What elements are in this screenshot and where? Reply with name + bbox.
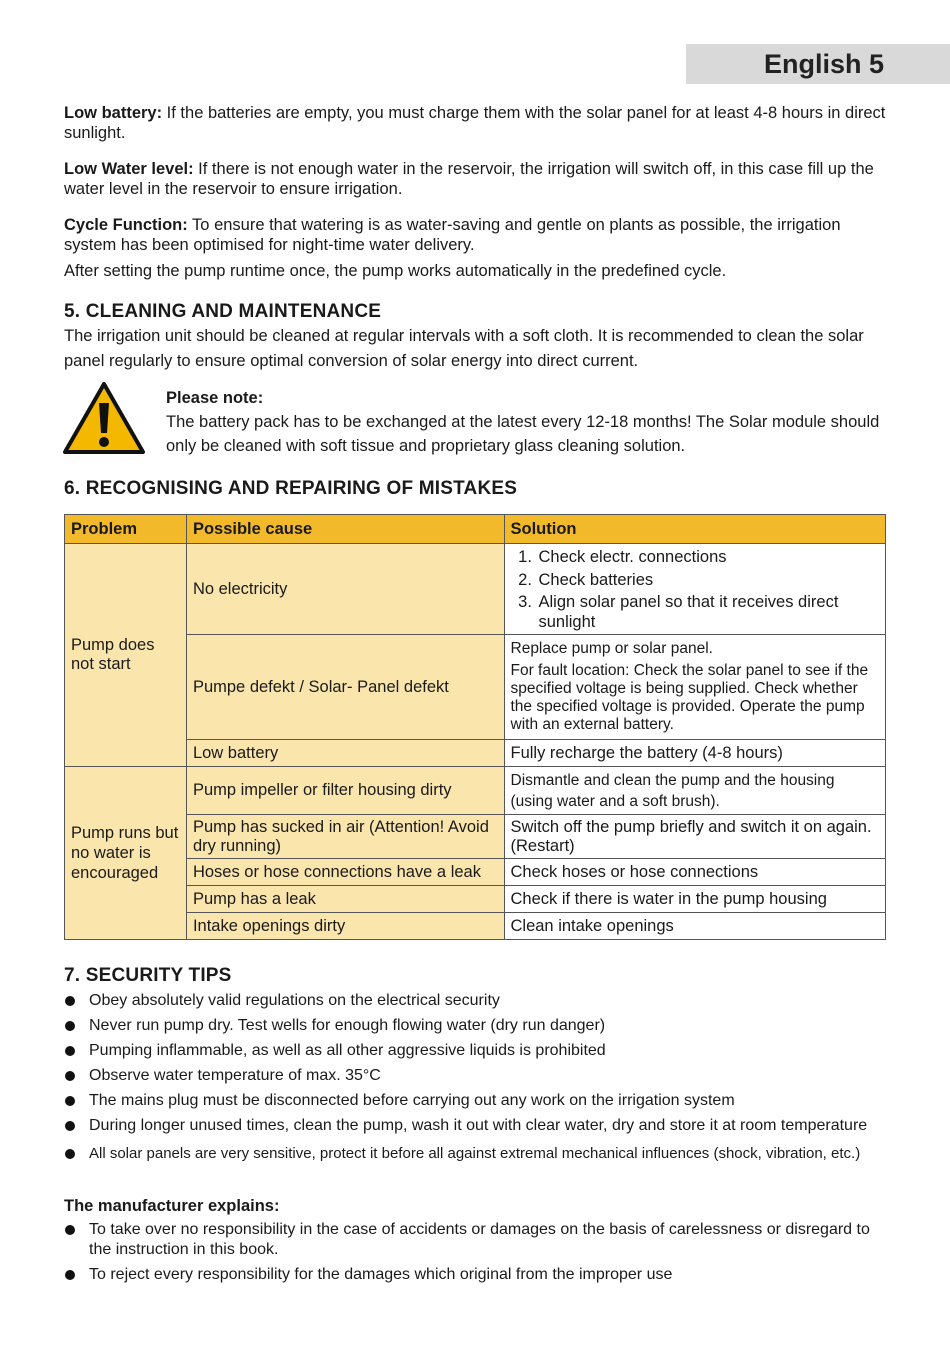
list-item — [64, 1016, 888, 1036]
table-row — [65, 635, 886, 740]
bullet-icon — [65, 1021, 75, 1031]
bullet-icon — [65, 1270, 75, 1280]
solution-cell: Switch off the pump briefly and switch it on again. (Restart) — [504, 815, 886, 859]
low-battery-text: If the batteries are empty, you must charge them with the solar panel for at least 4-8 hours in direct sunlight. — [64, 104, 886, 142]
list-item-text: Obey absolutely valid regulations on the electrical security — [89, 992, 500, 1009]
table-row — [65, 544, 886, 635]
table-header-row — [65, 515, 886, 544]
list-item: 3. Align solar panel so that it receives direct sunlight — [537, 592, 880, 632]
problem-cell: Pump runs but no water is encouraged — [65, 767, 187, 940]
list-item-text: To reject every responsibility for the damages which original from the improper use — [89, 1266, 673, 1283]
list-item-text: During longer unused times, clean the pump, wash it out with clear water, dry and store it at room temperature — [89, 1117, 868, 1134]
list-item-text: Observe water temperature of max. 35°C — [89, 1067, 381, 1084]
header-cause: Possible cause — [186, 515, 504, 544]
cause-cell: Pump has sucked in air (Attention! Avoid dry running) — [186, 815, 504, 859]
cycle-function-label: Cycle Function: — [64, 216, 188, 234]
low-battery-paragraph — [64, 103, 888, 143]
list-item — [64, 1091, 888, 1111]
cleaning-section — [64, 300, 888, 374]
warning-icon — [62, 381, 146, 455]
solution-text: Dismantle and clean the pump and the housing (using water and a soft brush). — [510, 771, 835, 810]
cause-cell: Pumpe defekt / Solar- Panel defekt — [186, 635, 504, 740]
manufacturer-section — [64, 1196, 888, 1290]
bullet-icon — [65, 996, 75, 1006]
solution-cell: Fully recharge the battery (4-8 hours) — [504, 740, 886, 767]
cause-cell: No electricity — [186, 544, 504, 635]
low-water-paragraph — [64, 159, 888, 199]
page-header-tab — [686, 44, 950, 84]
manufacturer-list — [64, 1220, 888, 1285]
cycle-function-paragraph — [64, 215, 888, 255]
security-list — [64, 991, 888, 1164]
note-title: Please note: — [166, 389, 264, 407]
troubleshooting-table — [64, 514, 886, 940]
low-water-text: If there is not enough water in the reservoir, the irrigation will switch off, in this case fill up the water level in the reservoir to ensure irrigation. — [64, 160, 874, 198]
low-water-label: Low Water level: — [64, 160, 194, 178]
list-item — [64, 1041, 888, 1061]
list-item-text: All solar panels are very sensitive, protect it before all against extremal mechanical influences (shock, vibration, etc.) — [89, 1145, 861, 1162]
table-row — [65, 740, 886, 767]
header-solution: Solution — [504, 515, 886, 544]
intro-section — [64, 103, 888, 281]
list-item-text: Never run pump dry. Test wells for enough flowing water (dry run danger) — [89, 1017, 606, 1034]
cause-cell: Low battery — [186, 740, 504, 767]
cause-cell: Pump has a leak — [186, 886, 504, 913]
cycle-function-text: To ensure that watering is as water-saving and gentle on plants as possible, the irrigation system has been optimised for night-time water delivery. — [64, 216, 841, 254]
low-battery-label: Low battery: — [64, 104, 163, 122]
table-row — [65, 859, 886, 886]
cleaning-title: 5. CLEANING AND MAINTENANCE — [64, 301, 382, 322]
table-row — [65, 913, 886, 940]
list-item: 1. Check electr. connections — [537, 546, 880, 569]
solution-cell: Check if there is water in the pump housing — [504, 886, 886, 913]
table-row — [65, 767, 886, 815]
list-item — [64, 1066, 888, 1086]
cause-cell: Hoses or hose connections have a leak — [186, 859, 504, 886]
solution-cell: Check hoses or hose connections — [504, 859, 886, 886]
warning-note — [166, 386, 888, 458]
list-item-text: Pumping inflammable, as well as all other aggressive liquids is prohibited — [89, 1042, 606, 1059]
page-label: English 5 — [763, 49, 884, 79]
cycle-after-paragraph: After setting the pump runtime once, the pump works automatically in the predefined cycle. — [64, 262, 727, 280]
note-text: The battery pack has to be exchanged at the latest every 12-18 months! The Solar module should only be cleaned with soft tissue and proprietary glass cleaning solution. — [166, 413, 880, 455]
solution-cell: Clean intake openings — [504, 913, 886, 940]
header-problem: Problem — [65, 515, 187, 544]
bullet-icon — [65, 1096, 75, 1106]
solution-list — [511, 546, 880, 632]
solution-line: Replace pump or solar panel. — [510, 640, 713, 657]
solution-cell — [504, 635, 886, 740]
table-row — [65, 815, 886, 859]
table-row — [65, 886, 886, 913]
solution-line: For fault location: Check the solar panel to see if the specified voltage is being supplied. Check whether the specified voltage is provided. Operate the pump with an external battery. — [510, 662, 869, 733]
problem-cell: Pump does not start — [65, 544, 187, 767]
list-item — [64, 991, 888, 1011]
list-item — [64, 1220, 888, 1260]
list-item: 2. Check batteries — [537, 569, 880, 592]
list-item-text: To take over no responsibility in the case of accidents or damages on the basis of carelessness or disregard to the instruction in this book. — [89, 1221, 870, 1258]
bullet-icon — [65, 1121, 75, 1131]
security-title: 7. SECURITY TIPS — [64, 965, 232, 986]
list-item-text: The mains plug must be disconnected before carrying out any work on the irrigation system — [89, 1092, 735, 1109]
security-section — [64, 964, 888, 1169]
list-item — [64, 1116, 888, 1136]
cleaning-text: The irrigation unit should be cleaned at regular intervals with a soft cloth. It is recommended to clean the solar panel regularly to ensure optimal conversion of solar energy into direct current. — [64, 327, 864, 370]
bullet-icon — [65, 1071, 75, 1081]
bullet-icon — [65, 1149, 75, 1159]
bullet-icon — [65, 1046, 75, 1056]
mistakes-title: 6. RECOGNISING AND REPAIRING OF MISTAKES — [64, 478, 518, 499]
list-item — [64, 1144, 888, 1164]
solution-cell — [504, 767, 886, 815]
cause-cell: Intake openings dirty — [186, 913, 504, 940]
manufacturer-title: The manufacturer explains: — [64, 1197, 280, 1215]
solution-cell — [504, 544, 886, 635]
list-item — [64, 1265, 888, 1285]
bullet-icon — [65, 1225, 75, 1235]
cause-cell: Pump impeller or filter housing dirty — [186, 767, 504, 815]
mistakes-section — [64, 477, 888, 501]
